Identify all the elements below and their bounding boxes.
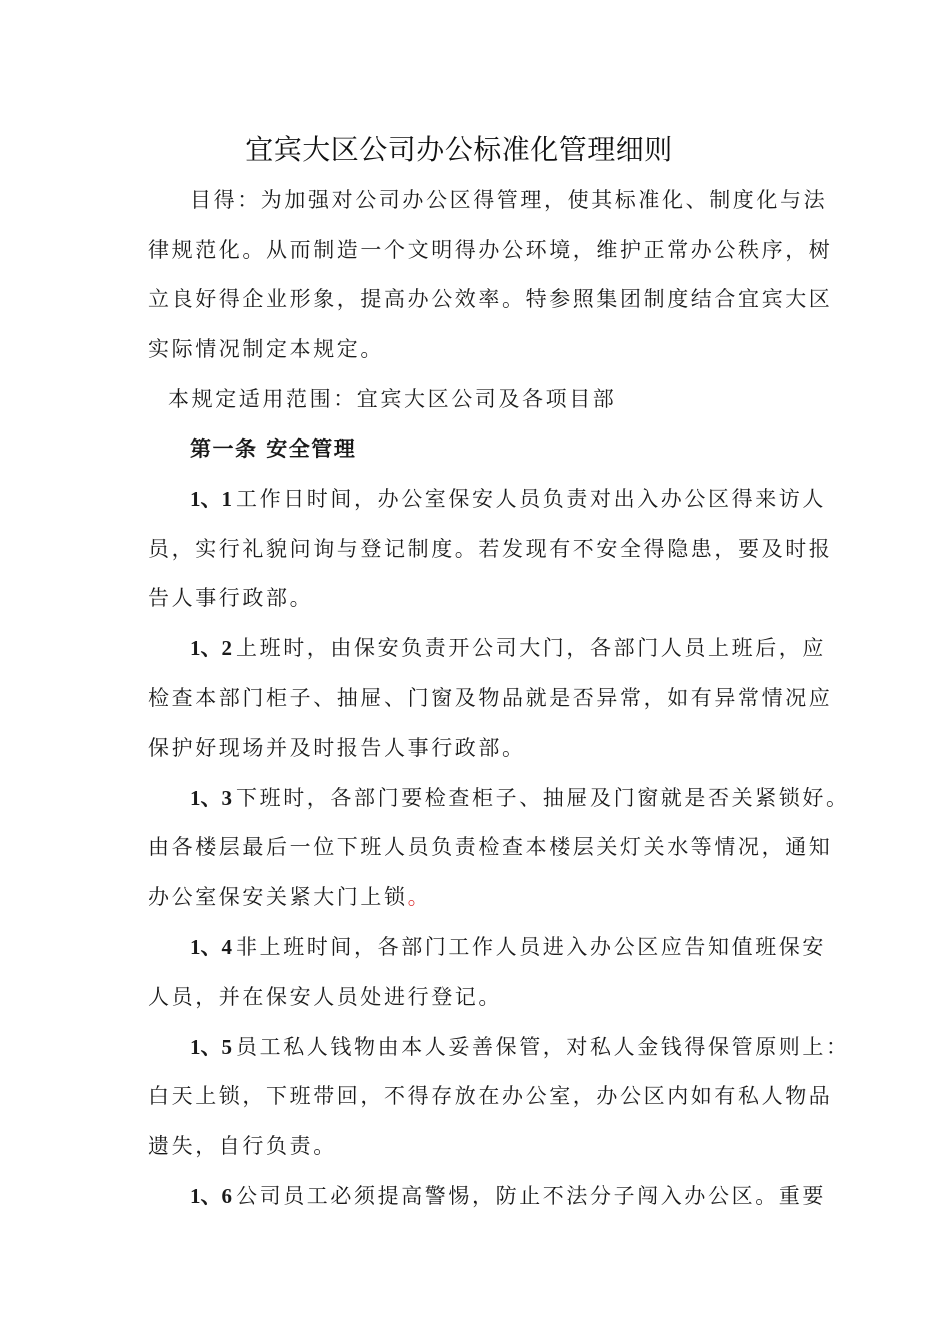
clause-number: 1、2 [190, 636, 232, 660]
clause-line-with-mark [148, 882, 431, 912]
clause-line: 检查本部门柜子、抽屉、门窗及物品就是否异常，如有异常情况应 [148, 686, 833, 710]
clause-line: 人员，并在保安人员处进行登记。 [148, 985, 502, 1009]
clause-text: 员工私人钱物由本人妥善保管，对私人金钱得保管原则上： [236, 1035, 850, 1059]
clause-line: 保护好现场并及时报告人事行政部。 [148, 736, 526, 760]
clause-first-line [190, 1032, 850, 1062]
article-heading: 第一条 安全管理 [190, 437, 357, 461]
purpose-line: 实际情况制定本规定。 [148, 337, 384, 361]
clause-text: 上班时，由保安负责开公司大门，各部门人员上班后，应 [236, 636, 826, 660]
clause-number: 1、4 [190, 935, 232, 959]
clause-text: 下班时，各部门要检查柜子、抽屉及门窗就是否关紧锁好。 [236, 786, 850, 810]
purpose-line: 立良好得企业形象，提高办公效率。特参照集团制度结合宜宾大区 [148, 287, 833, 311]
document-title: 宜宾大区公司办公标准化管理细则 [245, 133, 673, 166]
clause-text: 非上班时间，各部门工作人员进入办公区应告知值班保安 [236, 935, 826, 959]
clause-first-line [190, 932, 826, 962]
clause-text: 办公室保安关紧大门上锁 [148, 885, 408, 909]
clause-line: 遗失，自行负责。 [148, 1134, 337, 1158]
clause-number: 1、1 [190, 487, 232, 511]
revision-mark: 。 [407, 885, 432, 909]
clause-line: 告人事行政部。 [148, 586, 314, 610]
clause-text: 公司员工必须提高警惕，防止不法分子闯入办公区。重要 [236, 1184, 826, 1208]
clause-number: 1、3 [190, 786, 232, 810]
clause-first-line [190, 633, 826, 663]
purpose-line: 律规范化。从而制造一个文明得办公环境，维护正常办公秩序，树 [148, 238, 833, 262]
clause-text: 工作日时间，办公室保安人员负责对出入办公区得来访人 [236, 487, 826, 511]
clause-line: 由各楼层最后一位下班人员负责检查本楼层关灯关水等情况，通知 [148, 835, 833, 859]
clause-number: 1、5 [190, 1035, 232, 1059]
clause-line: 员，实行礼貌问询与登记制度。若发现有不安全得隐患，要及时报 [148, 537, 833, 561]
clause-line: 白天上锁，下班带回，不得存放在办公室，办公区内如有私人物品 [148, 1084, 833, 1108]
clause-first-line [190, 783, 850, 813]
clause-first-line [190, 1181, 826, 1211]
clause-number: 1、6 [190, 1184, 232, 1208]
purpose-line: 目得：为加强对公司办公区得管理，使其标准化、制度化与法 [190, 188, 828, 212]
clause-first-line [190, 484, 826, 514]
scope-text: 本规定适用范围：宜宾大区公司及各项目部 [168, 387, 617, 411]
